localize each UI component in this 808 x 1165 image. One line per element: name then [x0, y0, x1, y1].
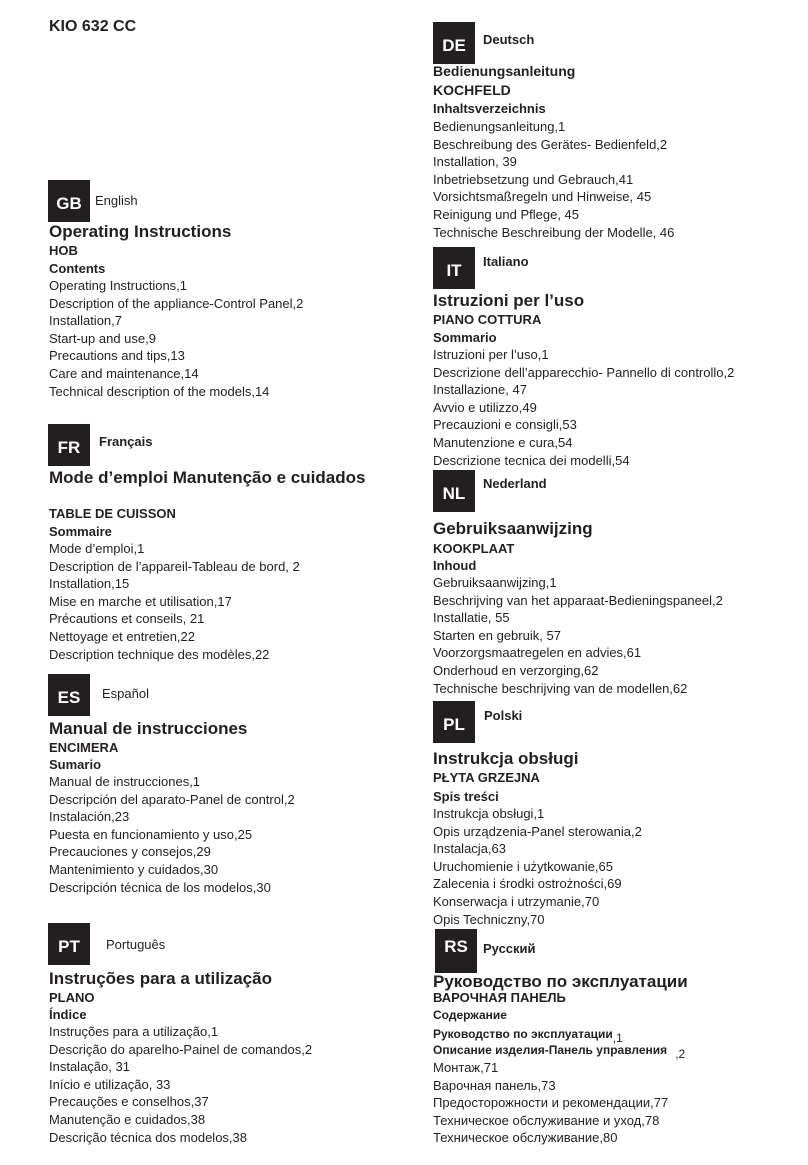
pl-contents-list [433, 805, 642, 928]
list-item: Installation,7 [49, 313, 122, 329]
gb-contents-list [49, 277, 303, 400]
pt-contents-label: Índice [49, 1007, 87, 1022]
list-item: Operating Instructions,1 [49, 278, 188, 293]
pt-language: Português [106, 937, 166, 952]
gb-appliance: HOB [49, 243, 78, 258]
list-item: Mantenimiento y cuidados,30 [49, 861, 219, 877]
pl-badge: PL [433, 701, 475, 743]
it-contents-list [433, 346, 734, 469]
rs-item-2-page: ,2 [675, 1047, 686, 1061]
list-item: Precautions and tips,13 [49, 348, 185, 364]
list-item: Uruchomienie i użytkowanie,65 [433, 858, 613, 874]
nl-contents-label: Inhoud [433, 558, 477, 573]
it-language: Italiano [483, 254, 529, 269]
rs-item-1-page: ,1 [612, 1031, 623, 1045]
list-item: Care and maintenance,14 [49, 365, 199, 381]
list-item: Descrizione dell’apparecchio- Pannello di controllo,2 [433, 364, 735, 380]
list-item: Beschreibung des Gerätes- Bedienfeld,2 [433, 136, 668, 152]
nl-appliance: KOOKPLAAT [433, 541, 515, 556]
list-item: Bedienungsanleitung,1 [433, 119, 566, 134]
list-item: Descrição técnica dos modelos,38 [49, 1129, 247, 1145]
list-item: Mise en marche et utilisation,17 [49, 593, 232, 609]
list-item: Beschrijving van het apparaat-Bedieningspaneel,2 [433, 592, 723, 608]
de-contents-label: Inhaltsverzeichnis [433, 101, 546, 116]
nl-badge: NL [433, 470, 475, 512]
list-item: Description technique des modèles,22 [49, 646, 270, 662]
list-item: Starten en gebruik, 57 [433, 627, 561, 643]
fr-badge: FR [48, 424, 90, 466]
fr-appliance: TABLE DE CUISSON [49, 506, 176, 521]
list-item: Mode d’emploi,1 [49, 541, 145, 556]
list-item: Descrição do aparelho-Painel de comandos,2 [49, 1041, 313, 1057]
nl-language: Nederland [483, 476, 547, 491]
list-item: Precauzioni e consigli,53 [433, 417, 577, 433]
list-item: Instalación,23 [49, 809, 130, 825]
pl-title: Instrukcja obsługi [433, 749, 579, 768]
list-item: Nettoyage et entretien,22 [49, 628, 195, 644]
rs-badge: RS [435, 929, 477, 973]
rs-contents-list [433, 1059, 668, 1147]
list-item: Gebruiksaanwijzing,1 [433, 575, 557, 590]
list-item: Avvio e utilizzo,49 [433, 399, 537, 415]
list-item: Варочная панель,73 [433, 1077, 556, 1093]
pt-appliance: PLANO [49, 990, 95, 1005]
fr-title: Mode d’emploi Manutenção e cuidados [49, 468, 366, 487]
list-item: Descripción del aparato-Panel de control,2 [49, 791, 295, 807]
list-item: Start-up and use,9 [49, 330, 156, 346]
list-item: Instrukcja obsługi,1 [433, 806, 545, 821]
rs-appliance: ВАРОЧНАЯ ПАНЕЛЬ [433, 990, 566, 1005]
list-item: Zalecenia i środki ostrożności,69 [433, 876, 622, 892]
de-badge: DE [433, 22, 475, 64]
it-appliance: PIANO COTTURA [433, 312, 542, 327]
rs-item-2-text: Описание изделия-Панель управления [433, 1043, 668, 1057]
list-item: Technische Beschreibung der Modelle, 46 [433, 224, 675, 240]
list-item: Inbetriebsetzung und Gebrauch,41 [433, 171, 634, 187]
gb-title: Operating Instructions [49, 222, 232, 241]
list-item: Reinigung und Pflege, 45 [433, 206, 580, 222]
list-item: Installazione, 47 [433, 382, 527, 398]
pl-appliance: PŁYTA GRZEJNA [433, 770, 540, 785]
rs-item-1-text: Руководство по эксплуатации [433, 1027, 613, 1041]
list-item: Техническое обслуживание,80 [433, 1130, 618, 1146]
list-item: Voorzorgsmaatregelen en advies,61 [433, 645, 642, 661]
list-item: Монтаж,71 [433, 1060, 499, 1075]
rs-language: Русский [483, 941, 536, 956]
it-contents-label: Sommario [433, 330, 497, 345]
list-item: Opis Techniczny,70 [433, 911, 545, 927]
list-item: Description de l’appareil-Tableau de bord, 2 [49, 558, 300, 574]
pt-contents-list [49, 1023, 312, 1146]
list-item: Précautions et conseils, 21 [49, 611, 205, 627]
list-item: Installatie, 55 [433, 610, 510, 626]
model-number: KIO 632 CC [49, 18, 137, 35]
nl-title: Gebruiksaanwijzing [433, 519, 593, 538]
es-badge: ES [48, 674, 90, 716]
list-item: Instalação, 31 [49, 1059, 130, 1075]
de-title: Bedienungsanleitung [433, 63, 576, 79]
nl-contents-list [433, 574, 723, 697]
list-item: Description of the appliance-Control Panel,2 [49, 295, 304, 311]
gb-language: English [95, 193, 138, 208]
list-item: Manutenção e cuidados,38 [49, 1111, 206, 1127]
list-item: Предосторожности и рекомендации,77 [433, 1095, 669, 1111]
list-item: Precauciones y consejos,29 [49, 844, 211, 860]
de-language: Deutsch [483, 32, 535, 47]
list-item: Konserwacja i utrzymanie,70 [433, 893, 600, 909]
es-contents-list [49, 773, 295, 896]
pl-language: Polski [484, 708, 523, 723]
list-item: Техническое обслуживание и уход,78 [433, 1112, 660, 1128]
rs-contents-label: Содержание [433, 1008, 507, 1022]
pl-contents-label: Spis treści [433, 789, 499, 804]
pt-title: Instruções para a utilização [49, 969, 272, 988]
es-title: Manual de instrucciones [49, 719, 248, 738]
list-item: Início e utilização, 33 [49, 1076, 171, 1092]
gb-contents-label: Contents [49, 261, 106, 276]
list-item: Installation,15 [49, 576, 130, 592]
list-item: Precauções e conselhos,37 [49, 1094, 209, 1110]
rs-title: Руководство по эксплуатации [433, 972, 688, 991]
list-item: Installation, 39 [433, 154, 517, 170]
list-item: Technische beschrijving van de modellen,62 [433, 680, 688, 696]
gb-badge: GB [48, 180, 90, 222]
it-title: Istruzioni per l’uso [433, 291, 585, 310]
list-item: Instalacja,63 [433, 841, 506, 857]
list-item: Descrizione tecnica dei modelli,54 [433, 452, 630, 468]
fr-contents-list [49, 540, 300, 663]
list-item: Descripción técnica de los modelos,30 [49, 879, 271, 895]
list-item: Opis urządzenia-Panel sterowania,2 [433, 823, 642, 839]
es-appliance: ENCIMERA [49, 740, 119, 755]
es-contents-label: Sumario [49, 757, 102, 772]
rs-contents-item-1 [433, 1027, 623, 1045]
de-contents-list [433, 118, 674, 241]
rs-contents-item-2 [433, 1043, 686, 1061]
list-item: Manual de instrucciones,1 [49, 774, 201, 789]
list-item: Technical description of the models,14 [49, 383, 270, 399]
de-appliance: KOCHFELD [433, 82, 511, 98]
list-item: Onderhoud en verzorging,62 [433, 662, 599, 678]
list-item: Manutenzione e cura,54 [433, 434, 573, 450]
list-item: Istruzioni per l’uso,1 [433, 347, 549, 362]
list-item: Instruções para a utilização,1 [49, 1024, 219, 1039]
fr-contents-label: Sommaire [49, 524, 112, 539]
it-badge: IT [433, 247, 475, 289]
pt-badge: PT [48, 923, 90, 965]
list-item: Vorsichtsmaßregeln und Hinweise, 45 [433, 189, 652, 205]
es-language: Español [102, 686, 149, 701]
fr-language: Français [99, 434, 153, 449]
list-item: Puesta en funcionamiento y uso,25 [49, 826, 253, 842]
